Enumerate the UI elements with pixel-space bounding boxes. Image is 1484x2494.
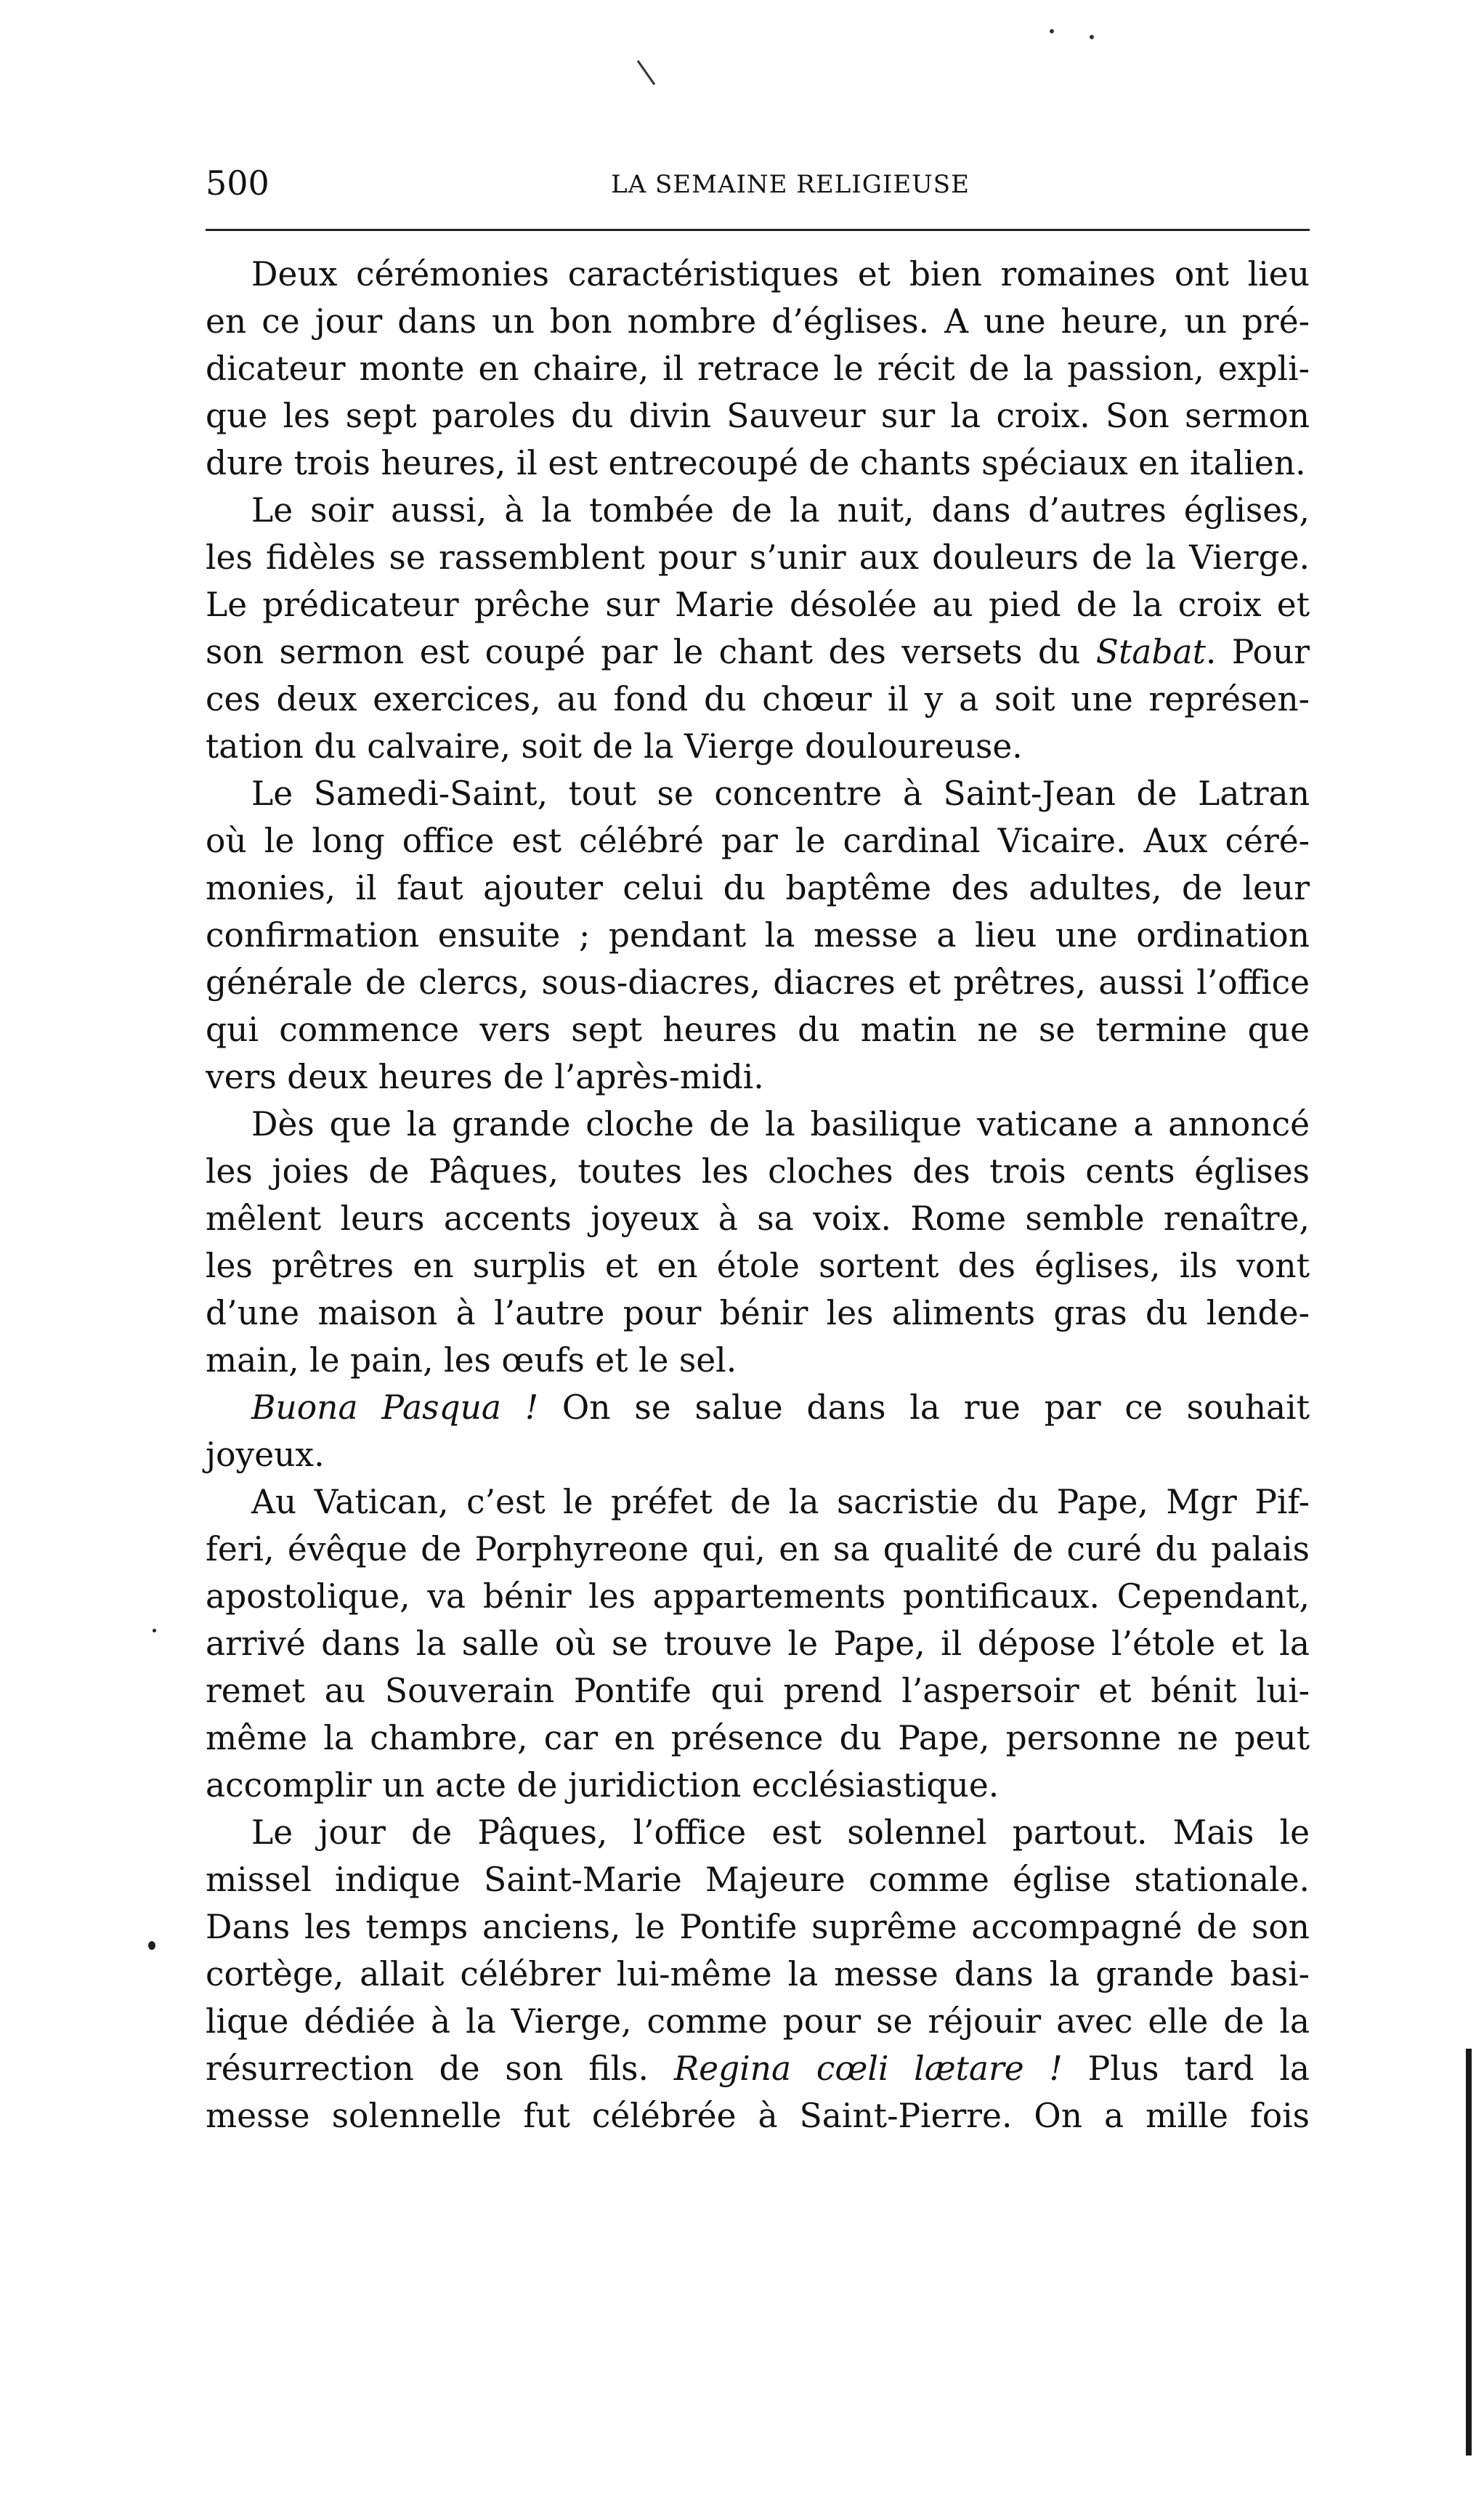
text-line: Le soir aussi, à la tombée de la nuit, dans d’autres églises, — [251, 491, 1310, 530]
scan-speck — [1050, 29, 1054, 33]
text-line: arrivé dans la salle où se trouve le Pape, il dépose l’étole et la — [206, 1624, 1310, 1663]
text-line: lique dédiée à la Vierge, comme pour se réjouir avec elle de la — [206, 2002, 1310, 2041]
text-line: dicateur monte en chaire, il retrace le récit de la passion, expli- — [206, 349, 1310, 388]
text-line: dure trois heures, il est entrecoupé de chants spéciaux en italien. — [206, 444, 1306, 482]
paragraph — [206, 770, 1310, 1101]
scan-speck — [1090, 35, 1094, 39]
paragraph — [206, 1101, 1310, 1384]
text-segment: son sermon est coupé par le chant des versets du — [206, 633, 1096, 671]
text-line: ces deux exercices, au fond du chœur il y a soit une représen- — [206, 680, 1310, 718]
text-line: que les sept paroles du divin Sauveur sur la croix. Son sermon — [206, 397, 1310, 435]
text-line: accomplir un acte de juridiction ecclésiastique. — [206, 1766, 1000, 1805]
text-line: en ce jour dans un bon nombre d’églises. A une heure, un pré- — [206, 302, 1310, 341]
text-line: feri, évêque de Porphyreone qui, en sa qualité de curé du palais — [206, 1530, 1310, 1568]
text-line: confirmation ensuite ; pendant la messe a lieu une ordination — [206, 916, 1310, 955]
margin-dot — [153, 1629, 156, 1632]
text-line: mêlent leurs accents joyeux à sa voix. Rome semble renaître, — [206, 1199, 1310, 1238]
page-number: 500 — [206, 163, 269, 203]
text-line: générale de clercs, sous-diacres, diacres et prêtres, aussi l’office — [206, 963, 1310, 1002]
margin-dot — [148, 1941, 155, 1950]
text-line: cortège, allait célébrer lui-même la messe dans la grande basi- — [206, 1955, 1310, 1993]
paragraph — [206, 1809, 1310, 2139]
italic-term: Regina cœli lætare ! — [673, 2049, 1063, 2088]
text-line: messe solennelle fut célébrée à Saint-Pierre. On a mille fois — [206, 2097, 1310, 2135]
body-text — [206, 251, 1310, 2139]
text-line: les prêtres en surplis et en étole sortent des églises, ils vont — [206, 1247, 1310, 1285]
text-line: vers deux heures de l’après-midi. — [206, 1058, 764, 1096]
text-line: main, le pain, les œufs et le sel. — [206, 1341, 737, 1380]
text-segment: résurrection de son fils. — [206, 2049, 674, 2088]
text-line: Le jour de Pâques, l’office est solennel partout. Mais le — [251, 1813, 1310, 1852]
text-line: Dès que la grande cloche de la basilique vaticane a annoncé — [251, 1105, 1310, 1143]
paragraph — [206, 251, 1310, 487]
scan-speck — [637, 60, 655, 85]
text-line: les fidèles se rassemblent pour s’unir aux douleurs de la Vierge. — [206, 538, 1310, 577]
text-line: où le long office est célébré par le cardinal Vicaire. Aux céré- — [206, 822, 1310, 860]
italic-term: Stabat — [1095, 633, 1206, 671]
text-segment: On se salue dans la rue par ce souhait — [538, 1388, 1310, 1427]
text-line: monies, il faut ajouter celui du baptême des adultes, de leur — [206, 869, 1310, 907]
text-line: Deux cérémonies caractéristiques et bien romaines ont lieu — [251, 255, 1310, 293]
text-line: joyeux. — [206, 1436, 325, 1474]
text-line — [206, 1384, 1310, 1431]
text-line: Le prédicateur prêche sur Marie désolée au pied de la croix et — [206, 586, 1310, 624]
text-segment: . Pour — [1205, 633, 1310, 671]
paragraph — [206, 487, 1310, 770]
text-line: même la chambre, car en présence du Pape, personne ne peut — [206, 1719, 1310, 1757]
text-line — [206, 628, 1310, 676]
text-line: tation du calvaire, soit de la Vierge douloureuse. — [206, 727, 1023, 766]
header-rule — [206, 229, 1310, 231]
text-line — [206, 2045, 1310, 2092]
text-segment: Plus tard la — [1062, 2049, 1310, 2088]
paragraph — [206, 1478, 1310, 1809]
running-title: LA SEMAINE RELIGIEUSE — [611, 170, 970, 199]
text-line: Dans les temps anciens, le Pontife suprême accompagné de son — [206, 1908, 1310, 1946]
text-line: d’une maison à l’autre pour bénir les aliments gras du lende- — [206, 1294, 1310, 1332]
page-header — [206, 161, 1310, 212]
text-line: les joies de Pâques, toutes les cloches des trois cents églises — [206, 1152, 1310, 1191]
text-line: apostolique, va bénir les appartements pontificaux. Cependant, — [206, 1577, 1310, 1616]
text-line: Au Vatican, c’est le préfet de la sacristie du Pape, Mgr Pif- — [251, 1483, 1310, 1521]
italic-term: Buona Pasqua ! — [251, 1388, 539, 1427]
text-line: Le Samedi-Saint, tout se concentre à Saint-Jean de Latran — [251, 774, 1310, 813]
binding-mark — [1466, 2049, 1472, 2455]
text-line: missel indique Saint-Marie Majeure comme église stationale. — [206, 1861, 1310, 1899]
paragraph — [206, 1384, 1310, 1478]
text-line: qui commence vers sept heures du matin ne se termine que — [206, 1011, 1310, 1049]
text-line: remet au Souverain Pontife qui prend l’aspersoir et bénit lui- — [206, 1672, 1310, 1710]
